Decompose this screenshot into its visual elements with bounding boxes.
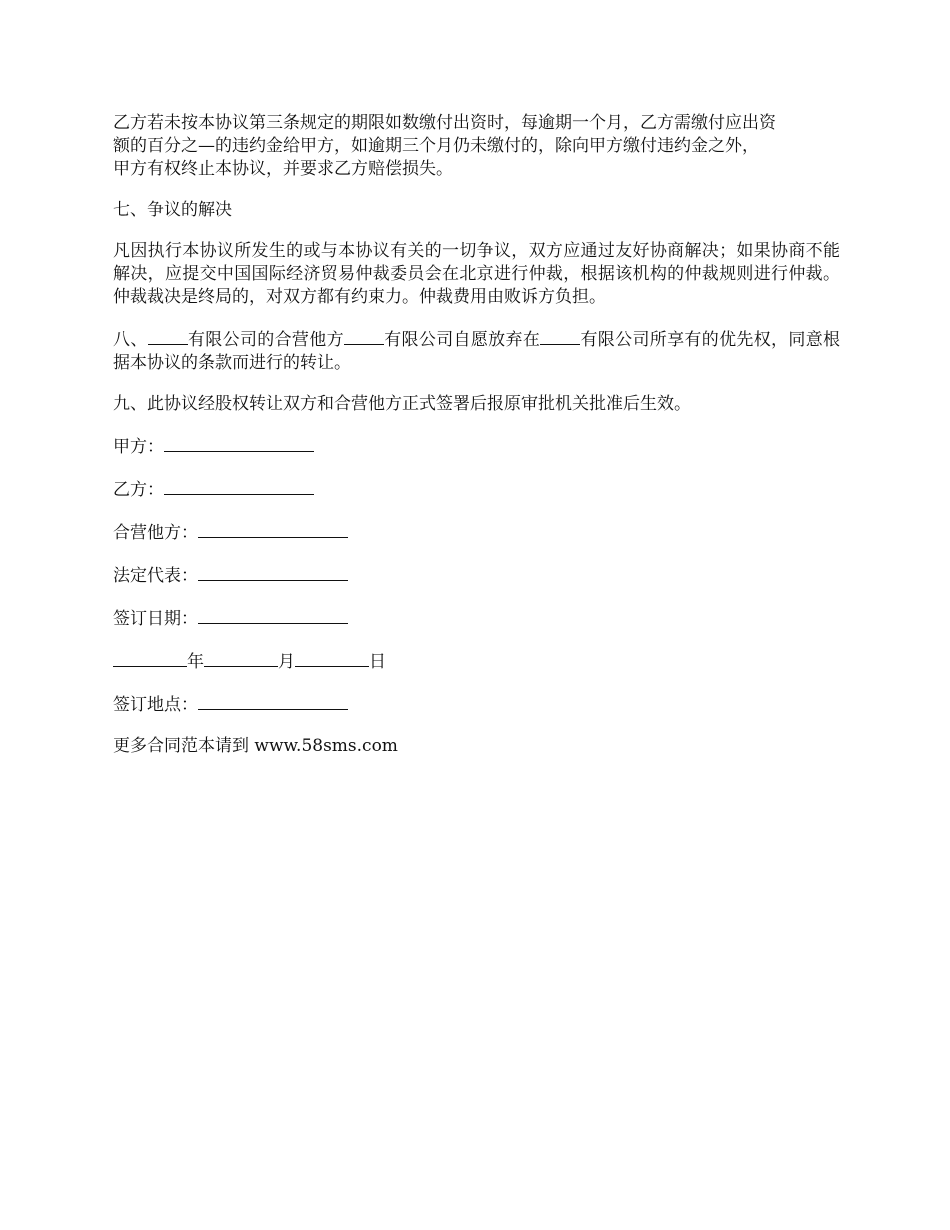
sign-place-field bbox=[113, 692, 840, 717]
penalty-clause-line-1: 乙方若未按本协议第三条规定的期限如数缴付出资时，每逾期一个月，乙方需缴付应出资 bbox=[113, 113, 776, 133]
party-b-blank[interactable] bbox=[164, 477, 314, 495]
section-7-body: 凡因执行本协议所发生的或与本协议有关的一切争议，双方应通过友好协商解决；如果协商不能解决，应提交中国国际经济贸易仲裁委员会在北京进行仲裁，根据该机构的仲裁规则进行仲裁。仲裁裁决是终局的，对双方都有约束力。仲裁费用由败诉方负担。 bbox=[113, 241, 840, 307]
year-label: 年 bbox=[187, 652, 204, 672]
section-8-prefix: 八、 bbox=[113, 330, 148, 350]
jv-partner-label: 合营他方： bbox=[113, 523, 198, 543]
sign-place-blank[interactable] bbox=[198, 692, 348, 710]
date-line bbox=[113, 649, 840, 674]
penalty-clause-line-2: 额的百分之—的违约金给甲方，如逾期三个月仍未缴付的，除向甲方缴付违约金之外， bbox=[113, 136, 759, 156]
sign-date-field bbox=[113, 606, 840, 631]
jv-partner-blank[interactable] bbox=[198, 520, 348, 538]
party-a-label: 甲方： bbox=[113, 437, 164, 457]
penalty-clause bbox=[113, 112, 840, 181]
sign-date-label: 签订日期： bbox=[113, 609, 198, 629]
sign-place-label: 签订地点： bbox=[113, 695, 198, 715]
legal-rep-blank[interactable] bbox=[198, 563, 348, 581]
section-8-part-1: 有限公司的合营他方 bbox=[187, 330, 344, 350]
company-name-blank-3[interactable] bbox=[540, 327, 580, 345]
penalty-clause-line-3: 甲方有权终止本协议，并要求乙方赔偿损失。 bbox=[113, 159, 453, 179]
section-8-part-3: 有限公司所享有的优先权，同意根据本协议的条款而进行的转让。 bbox=[113, 330, 841, 373]
jv-partner-field bbox=[113, 520, 840, 545]
footer-link-text: 更多合同范本请到 www.58sms.com bbox=[113, 736, 398, 756]
section-8-part-2: 有限公司自愿放弃在 bbox=[383, 330, 541, 350]
party-a-field bbox=[113, 434, 840, 459]
year-blank[interactable] bbox=[113, 649, 187, 667]
sign-date-blank[interactable] bbox=[198, 606, 348, 624]
day-label: 日 bbox=[369, 652, 386, 672]
party-b-label: 乙方： bbox=[113, 480, 164, 500]
section-8-clause bbox=[113, 327, 840, 375]
month-label: 月 bbox=[278, 652, 295, 672]
party-b-field bbox=[113, 477, 840, 502]
legal-rep-label: 法定代表： bbox=[113, 566, 198, 586]
legal-rep-field bbox=[113, 563, 840, 588]
day-blank[interactable] bbox=[295, 649, 369, 667]
company-name-blank-2[interactable] bbox=[344, 327, 384, 345]
section-7-heading: 七、争议的解决 bbox=[113, 200, 232, 220]
section-9-clause: 九、此协议经股权转让双方和合营他方正式签署后报原审批机关批准后生效。 bbox=[113, 394, 691, 414]
contract-page bbox=[113, 112, 840, 758]
month-blank[interactable] bbox=[204, 649, 278, 667]
party-a-blank[interactable] bbox=[164, 434, 314, 452]
company-name-blank-1[interactable] bbox=[148, 327, 188, 345]
